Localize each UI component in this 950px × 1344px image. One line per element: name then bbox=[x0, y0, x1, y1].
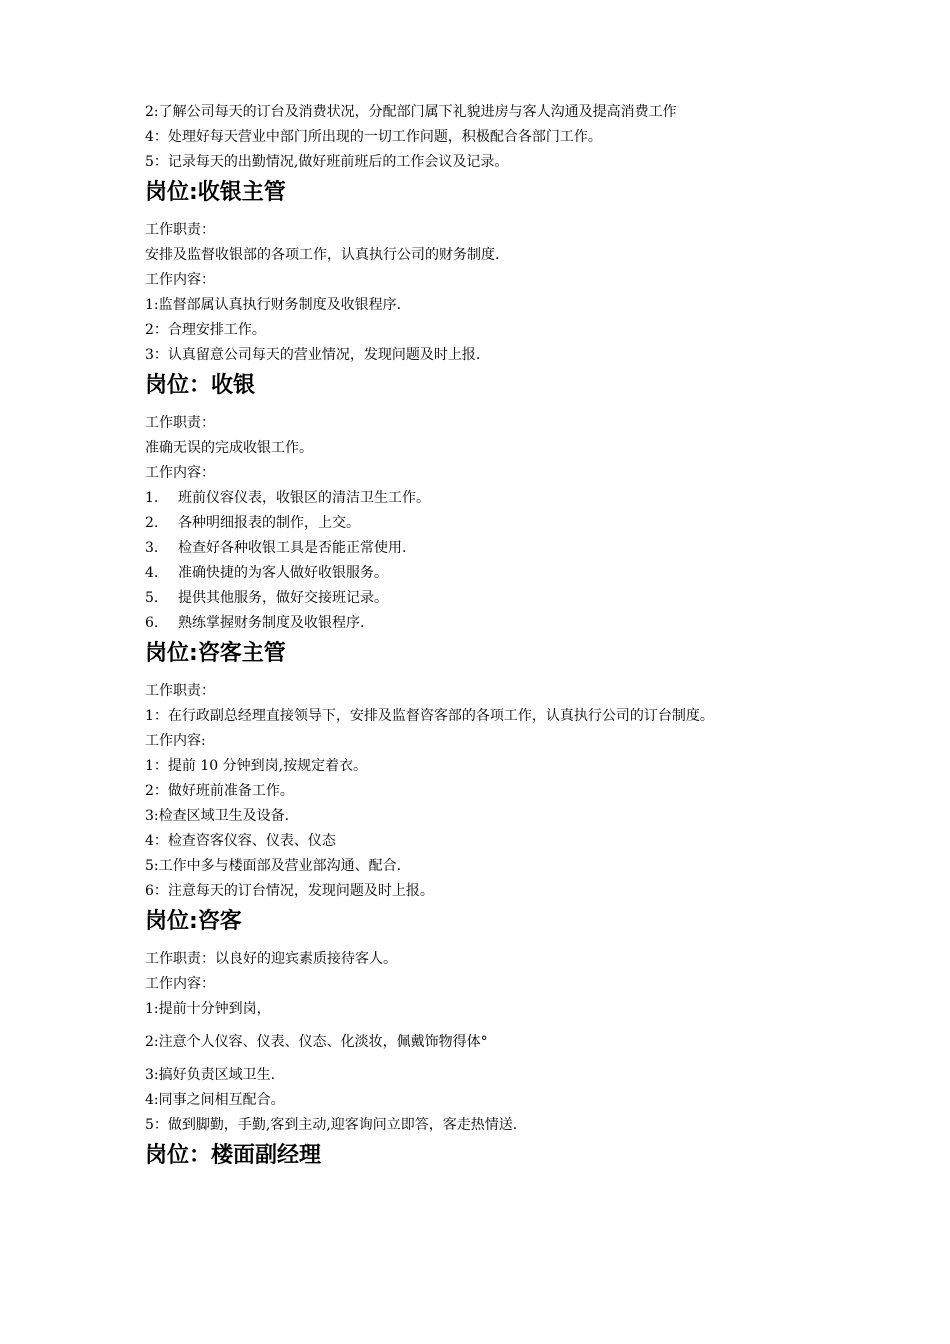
text-line: 4：检查咨客仪容、仪表、仪态 bbox=[145, 833, 336, 849]
list-item-number: 6. bbox=[145, 615, 159, 631]
intro-line: 5：记录每天的出勤情况,做好班前班后的工作会议及记录。 bbox=[145, 154, 509, 170]
list-item-text: 检查好各种收银工具是否能正常使用. bbox=[178, 540, 407, 556]
list-item-text: 班前仪容仪表，收银区的清洁卫生工作。 bbox=[178, 490, 430, 506]
section-heading-host: 岗位:咨客 bbox=[145, 909, 242, 934]
text-line: 3:搞好负责区域卫生. bbox=[145, 1067, 276, 1083]
text-line: 4:同事之间相互配合。 bbox=[145, 1092, 285, 1108]
text-line: 1:监督部属认真执行财务制度及收银程序. bbox=[145, 297, 402, 313]
list-item-text: 提供其他服务，做好交接班记录。 bbox=[178, 590, 388, 606]
document-page bbox=[145, 100, 845, 1181]
text-line: 1:提前十分钟到岗， bbox=[145, 1001, 271, 1017]
text-line: 1：在行政副总经理直接领导下，安排及监督咨客部的各项工作，认真执行公司的订台制度。 bbox=[145, 708, 714, 724]
text-line: 工作职责： bbox=[145, 683, 215, 699]
list-item bbox=[145, 536, 845, 561]
text-line: 工作内容: bbox=[145, 733, 206, 749]
list-item-text: 准确快捷的为客人做好收银服务。 bbox=[178, 565, 388, 581]
list-item-number: 5. bbox=[145, 590, 159, 606]
text-line: 5:工作中多与楼面部及营业部沟通、配合. bbox=[145, 858, 402, 874]
text-line: 3：认真留意公司每天的营业情况，发现问题及时上报. bbox=[145, 347, 481, 363]
text-line: 6：注意每天的订台情况，发现问题及时上报。 bbox=[145, 883, 434, 899]
text-line: 1：提前 10 分钟到岗,按规定着衣。 bbox=[145, 758, 368, 774]
section-heading-cashier-supervisor: 岗位:收银主管 bbox=[145, 180, 286, 205]
text-line: 工作内容： bbox=[145, 272, 215, 288]
list-item-number: 2. bbox=[145, 515, 159, 531]
text-line: 工作内容： bbox=[145, 465, 215, 481]
list-item bbox=[145, 511, 845, 536]
list-item-number: 4. bbox=[145, 565, 159, 581]
list-item bbox=[145, 486, 845, 511]
section-heading-floor-deputy-manager: 岗位：楼面副经理 bbox=[145, 1143, 322, 1168]
text-line: 3:检查区域卫生及设备. bbox=[145, 808, 290, 824]
intro-line: 2:了解公司每天的订台及消费状况，分配部门属下礼貌进房与客人沟通及提高消费工作 bbox=[145, 104, 677, 120]
list-item-text: 熟练掌握财务制度及收银程序. bbox=[178, 615, 365, 631]
list-item bbox=[145, 561, 845, 586]
text-line: 5：做到脚勤，手勤,客到主动,迎客询问立即答，客走热情送. bbox=[145, 1117, 518, 1133]
list-item-text: 各种明细报表的制作，上交。 bbox=[178, 515, 360, 531]
text-line: 工作职责： bbox=[145, 222, 215, 238]
intro-line: 4：处理好每天营业中部门所出现的一切工作问题，积极配合各部门工作。 bbox=[145, 129, 602, 145]
text-line: 2：做好班前准备工作。 bbox=[145, 783, 294, 799]
list-item-number: 3. bbox=[145, 540, 159, 556]
section-heading-cashier: 岗位：收银 bbox=[145, 373, 256, 398]
list-item bbox=[145, 611, 845, 636]
section-heading-host-supervisor: 岗位:咨客主管 bbox=[145, 641, 286, 666]
text-line: 工作职责：以良好的迎宾素质接待客人。 bbox=[145, 951, 397, 967]
text-line: 准确无误的完成收银工作。 bbox=[145, 440, 313, 456]
list-item-number: 1. bbox=[145, 490, 159, 506]
text-line: 安排及监督收银部的各项工作，认真执行公司的财务制度. bbox=[145, 247, 500, 263]
text-line: 2:注意个人仪容、仪表、仪态、化淡妆，佩戴饰物得体° bbox=[145, 1034, 488, 1050]
text-line: 工作内容： bbox=[145, 976, 215, 992]
text-line: 2：合理安排工作。 bbox=[145, 322, 266, 338]
list-item bbox=[145, 586, 845, 611]
text-line: 工作职责： bbox=[145, 415, 215, 431]
